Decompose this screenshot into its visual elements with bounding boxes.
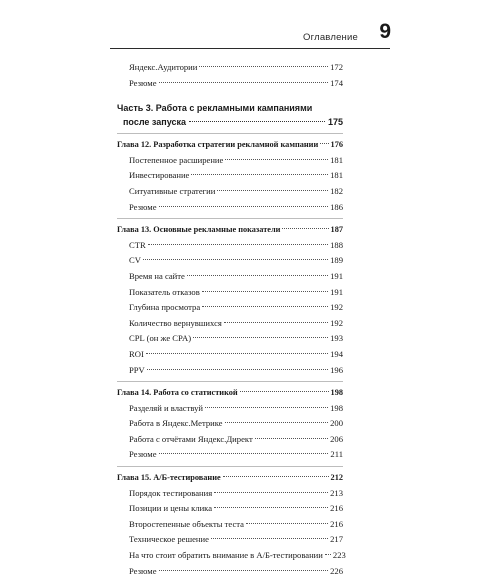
leader-dots — [148, 244, 328, 245]
table-of-contents — [117, 60, 346, 579]
toc-entry[interactable] — [117, 60, 343, 76]
leader-dots — [159, 82, 329, 83]
leader-dots — [224, 322, 328, 323]
leader-dots — [217, 190, 328, 191]
toc-entry-label: Порядок тестирования — [129, 487, 213, 498]
toc-entry-label: Резюме — [129, 77, 157, 88]
toc-entry[interactable] — [117, 347, 343, 363]
chapter-page: 212 — [330, 473, 343, 483]
page-number: 9 — [379, 20, 391, 43]
toc-entry-label: Работа с отчётами Яндекс.Директ — [129, 433, 253, 444]
toc-entry[interactable] — [117, 168, 343, 184]
toc-entry-page: 217 — [330, 534, 343, 545]
toc-entry-label: Показатель отказов — [129, 286, 200, 297]
toc-entry-label: Разделяй и властвуй — [129, 402, 204, 413]
toc-chapter[interactable] — [117, 222, 343, 238]
toc-entry-label: Количество вернувшихся — [129, 317, 222, 328]
toc-entry-label: Резюме — [129, 449, 157, 460]
toc-entry-page: 186 — [330, 201, 343, 212]
toc-entry-label: Резюме — [129, 201, 157, 212]
toc-entry-label: Яндекс.Аудитории — [129, 62, 198, 72]
chapter-page: 198 — [330, 388, 343, 398]
leader-dots — [211, 538, 328, 539]
toc-entry-page: 198 — [330, 402, 343, 413]
toc-entry[interactable] — [117, 285, 343, 301]
toc-entry[interactable] — [117, 517, 343, 533]
leader-dots — [202, 291, 328, 292]
leader-dots — [225, 159, 328, 160]
leader-dots — [189, 121, 325, 122]
part-title-line2: после запуска — [123, 117, 187, 128]
toc-entry[interactable] — [117, 532, 343, 548]
chapter-title: Глава 15. А/Б-тестирование — [117, 473, 221, 483]
chapter-title: Глава 12. Разработка стратегии рекламной кампании — [117, 140, 319, 150]
toc-entry-page: 191 — [330, 270, 343, 281]
toc-part-heading[interactable] — [117, 101, 343, 130]
running-head-title: Оглавление — [303, 32, 358, 43]
toc-entry[interactable] — [117, 447, 343, 463]
toc-entry-label: Второстепенные объекты теста — [129, 518, 244, 529]
toc-entry-page: 192 — [330, 302, 343, 313]
toc-entry-label: CTR — [129, 239, 146, 250]
section-divider — [117, 218, 343, 219]
leader-dots — [223, 476, 329, 477]
leader-dots — [240, 391, 329, 392]
leader-dots — [214, 507, 328, 508]
toc-entry-page: 194 — [330, 348, 343, 359]
toc-entry[interactable] — [117, 331, 343, 347]
leader-dots — [320, 143, 328, 144]
running-head — [110, 20, 391, 54]
toc-entry-label: Позиции и цены клика — [129, 503, 213, 514]
toc-entry-page: 226 — [330, 565, 343, 576]
toc-entry-label: Резюме — [129, 565, 157, 576]
toc-entry-page: 172 — [330, 62, 343, 72]
toc-entry-label: Инвестирование — [129, 170, 190, 181]
toc-entry[interactable] — [117, 253, 343, 269]
toc-entry-page: 188 — [330, 239, 343, 250]
leader-dots — [159, 206, 329, 207]
toc-chapter[interactable] — [117, 470, 343, 486]
toc-entry[interactable] — [117, 548, 346, 564]
toc-entry[interactable] — [117, 184, 343, 200]
section-divider — [117, 381, 343, 382]
toc-entry-label: Постепенное расширение — [129, 154, 224, 165]
chapter-title: Глава 14. Работа со статистикой — [117, 388, 238, 398]
toc-entry-label: Глубина просмотра — [129, 302, 201, 313]
toc-entry-page: 213 — [330, 487, 343, 498]
leader-dots — [159, 570, 329, 571]
toc-entry-page: 223 — [332, 550, 346, 561]
header-rule — [110, 48, 390, 49]
toc-entry-label: Ситуативные стратегии — [129, 185, 216, 196]
leader-dots — [146, 353, 328, 354]
toc-entry-page: 211 — [330, 449, 343, 460]
toc-entry-page: 216 — [330, 503, 343, 514]
toc-entry-page: 181 — [330, 170, 343, 181]
leader-dots — [147, 369, 328, 370]
leader-dots — [205, 407, 328, 408]
leader-dots — [199, 66, 328, 67]
section-divider — [117, 466, 343, 467]
toc-entry-page: 193 — [330, 333, 343, 344]
toc-entry[interactable] — [117, 153, 343, 169]
toc-entry-label: CV — [129, 255, 141, 266]
part-title-line2-row — [117, 115, 343, 130]
leader-dots — [325, 554, 331, 555]
toc-entry[interactable] — [117, 238, 343, 254]
leader-dots — [214, 492, 328, 493]
toc-entry-label: На что стоит обратить внимание в А/Б-тестировании — [129, 550, 323, 561]
toc-entry-label: CPL (он же CPA) — [129, 333, 192, 344]
leader-dots — [255, 438, 328, 439]
leader-dots — [193, 337, 328, 338]
chapter-page: 176 — [330, 140, 343, 150]
toc-entry-page: 216 — [330, 518, 343, 529]
leader-dots — [187, 275, 328, 276]
section-divider — [117, 133, 343, 134]
toc-entry-page: 206 — [330, 433, 343, 444]
toc-entry-label: Работа в Яндекс.Метрике — [129, 418, 223, 429]
toc-entry-page: 192 — [330, 317, 343, 328]
leader-dots — [191, 174, 328, 175]
toc-entry-label: Техническое решение — [129, 534, 209, 545]
toc-entry-page: 181 — [330, 154, 343, 165]
chapter-title: Глава 13. Основные рекламные показатели — [117, 225, 281, 235]
toc-entry[interactable] — [117, 416, 343, 432]
toc-entry[interactable] — [117, 564, 343, 579]
leader-dots — [225, 422, 329, 423]
toc-entry-page: 189 — [330, 255, 343, 266]
toc-chapter[interactable] — [117, 137, 343, 153]
toc-entry[interactable] — [117, 401, 343, 417]
toc-entry[interactable] — [117, 76, 343, 92]
leader-dots — [159, 453, 329, 454]
part-title-line1: Часть 3. Работа с рекламными кампаниями — [117, 103, 313, 114]
toc-entry-label: ROI — [129, 348, 144, 359]
leader-dots — [143, 259, 328, 260]
toc-entry-label: Время на сайте — [129, 270, 185, 281]
toc-entry-label: PPV — [129, 364, 145, 375]
leader-dots — [246, 523, 328, 524]
part-page: 175 — [327, 117, 343, 128]
chapter-page: 187 — [330, 225, 343, 235]
toc-entry-page: 182 — [330, 185, 343, 196]
leader-dots — [282, 228, 328, 229]
toc-entry[interactable] — [117, 316, 343, 332]
toc-entry[interactable] — [117, 300, 343, 316]
toc-entry[interactable] — [117, 200, 343, 216]
toc-entry[interactable] — [117, 486, 343, 502]
toc-entry[interactable] — [117, 269, 343, 285]
toc-entry-page: 200 — [330, 418, 343, 429]
toc-entry[interactable] — [117, 501, 343, 517]
toc-entry-page: 191 — [330, 286, 343, 297]
toc-chapter[interactable] — [117, 385, 343, 401]
toc-entry-page: 196 — [330, 364, 343, 375]
toc-entry-page: 174 — [330, 77, 343, 88]
toc-entry[interactable] — [117, 432, 343, 448]
leader-dots — [202, 306, 328, 307]
toc-entry[interactable] — [117, 363, 343, 379]
